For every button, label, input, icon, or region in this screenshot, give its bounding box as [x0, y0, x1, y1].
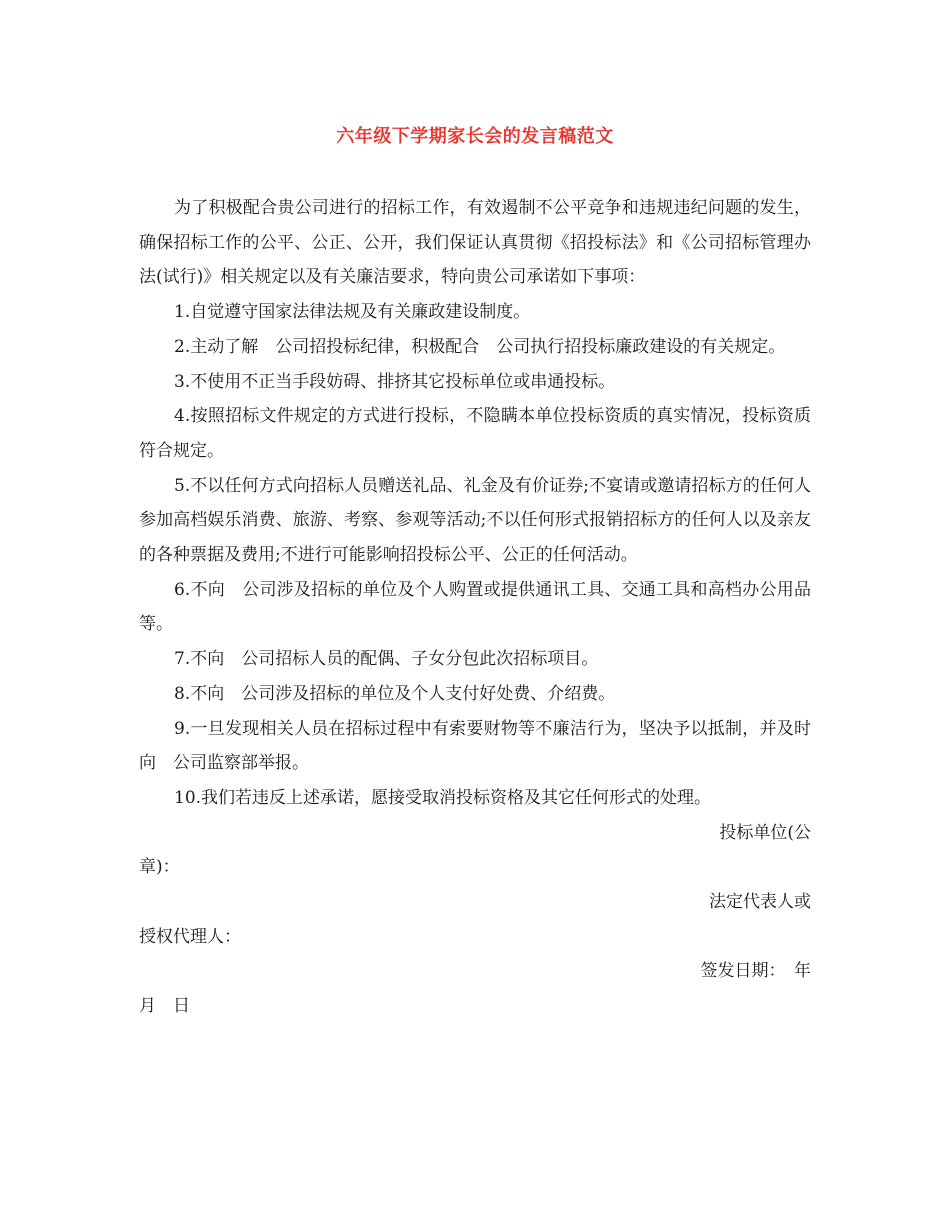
- signature-representative-line1: 法定代表人或: [709, 892, 811, 913]
- signature-representative-line2: 授权代理人：: [139, 926, 241, 947]
- signature-bidder-line1: 投标单位(公: [719, 822, 811, 843]
- list-item: 2.主动了解 公司招投标纪律，积极配合 公司执行招投标廉政建设的有关规定。: [174, 336, 786, 357]
- signature-date-line2: 月 日: [139, 996, 190, 1017]
- list-item: 7.不向 公司招标人员的配偶、子女分包此次招标项目。: [174, 649, 599, 670]
- list-item: 1.自觉遵守国家法律法规及有关廉政建设制度。: [174, 302, 531, 323]
- document-title: 六年级下学期家长会的发言稿范文: [336, 126, 614, 147]
- intro-paragraph: 为了积极配合贵公司进行的招标工作，有效遏制不公平竞争和违规违纪问题的发生，确保招标工作的公平、公正、公开，我们保证认真贯彻《招投标法》和《公司招标管理办法(试行)》相关规定以及有关廉洁要求，特向贵公司承诺如下事项：: [139, 198, 811, 288]
- signature-date-line1: 签发日期： 年: [700, 961, 811, 982]
- list-item: 9.一旦发现相关人员在招标过程中有索要财物等不廉洁行为，坚决予以抵制，并及时向 公司监察部举报。: [139, 718, 811, 774]
- list-item: 8.不向 公司涉及招标的单位及个人支付好处费、介绍费。: [174, 683, 616, 704]
- list-item: 6.不向 公司涉及招标的单位及个人购置或提供通讯工具、交通工具和高档办公用品等。: [139, 579, 811, 635]
- list-item: 3.不使用不正当手段妨碍、排挤其它投标单位或串通投标。: [174, 371, 616, 392]
- list-item: 10.我们若违反上述承诺，愿接受取消投标资格及其它任何形式的处理。: [174, 787, 712, 808]
- signature-bidder-line2: 章)：: [139, 857, 180, 878]
- list-item: 4.按照招标文件规定的方式进行投标，不隐瞒本单位投标资质的真实情况，投标资质符合规定。: [139, 406, 811, 461]
- document-body: [139, 191, 811, 1024]
- list-item: 5.不以任何方式向招标人员赠送礼品、礼金及有价证券;不宴请或邀请招标方的任何人参加高档娱乐消费、旅游、考察、参观等活动;不以任何形式报销招标方的任何人以及亲友的各种票据及费用;不进行可能影响招投标公平、公正的任何活动。: [139, 475, 811, 566]
